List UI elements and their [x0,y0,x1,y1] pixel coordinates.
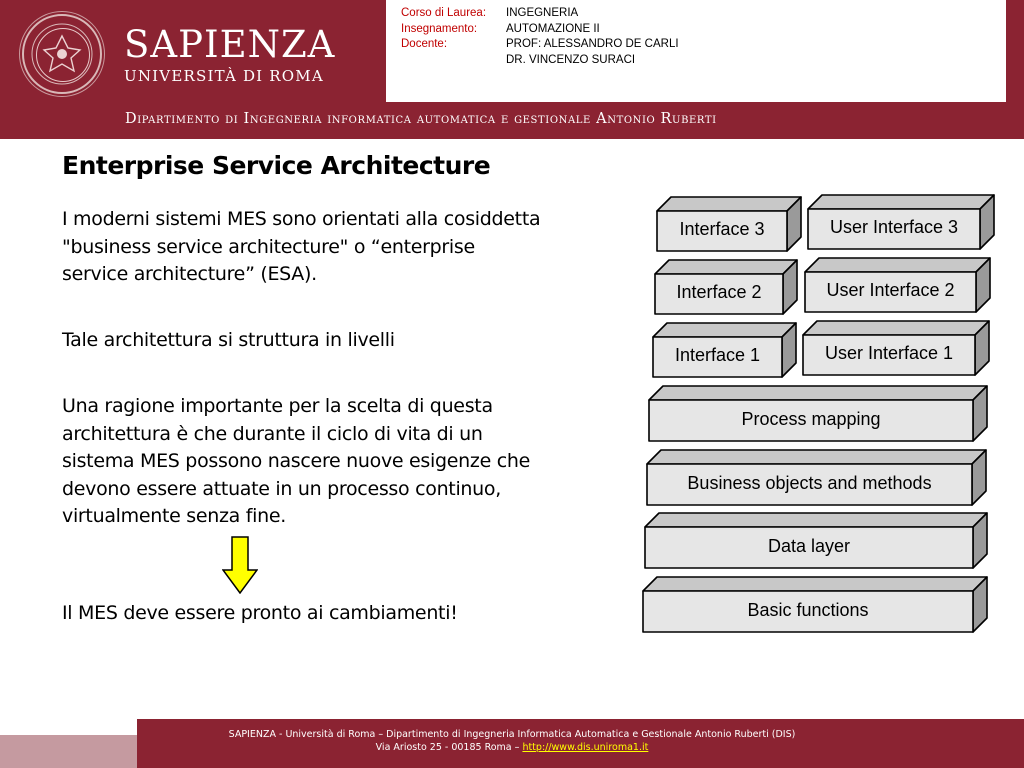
teaching-label: Insegnamento: [401,22,478,35]
footer-address-line-2 [137,742,887,753]
interface-2-label: Interface 2 [676,282,762,302]
data-layer-label: Data layer [767,535,851,556]
brand-name: SAPIENZA [124,23,336,66]
interface-1-label: Interface 1 [674,345,761,365]
slide-title: Enterprise Service Architecture [62,151,491,180]
user-interface-2-label: User Interface 2 [826,280,955,300]
course-label: Corso di Laurea: [401,7,487,19]
department-name: Dipartimento di Ingegneria informatica automatica e gestionale Antonio Ruberti [125,111,717,127]
down-arrow-icon [222,536,258,598]
brand-subtitle: UNIVERSITÀ DI ROMA [124,67,324,85]
teacher-value: PROF: ALESSANDRO DE CARLI [506,38,679,50]
footer-address-line-1: SAPIENZA - Università di Roma – Dipartimento di Ingegneria Informatica Automatica e Gestionale Antonio Ruberti (DIS) [228,729,796,740]
user-interface-3-label: User Interface 3 [829,217,959,237]
footer-website-link[interactable]: http://www.dis.uniroma1.it [522,742,649,753]
basic-functions-label: Basic functions [747,599,869,620]
footer-accent [0,735,137,768]
paragraph-levels: Tale architettura si struttura in livelli [62,329,395,351]
interface-3-label: Interface 3 [679,219,765,239]
paragraph-conclusion: Il MES deve essere pronto ai cambiamenti! [62,602,458,624]
header-right-strip [1006,0,1024,102]
course-value: INGEGNERIA [506,7,579,19]
teacher-value-2: DR. VINCENZO SURACI [506,53,636,66]
process-mapping-label: Process mapping [741,408,881,429]
teacher-label: Docente: [401,38,448,50]
user-interface-1-label: User Interface 1 [824,343,954,363]
university-seal-icon [22,14,102,94]
paragraph-esa-intro: I moderni sistemi MES sono orientati alla cosiddetta "business service architecture" o “enterprise service architecture” (ESA). [62,208,541,285]
course-info-values [506,6,679,68]
footer-address-text: Via Ariosto 25 - 00185 Roma – [375,742,523,753]
course-info-labels [401,6,486,53]
business-objects-label: Business objects and methods [687,472,932,493]
teaching-value: AUTOMAZIONE II [506,22,600,35]
paragraph-reason: Una ragione importante per la scelta di questa architettura è che durante il ciclo di vita di un sistema MES possono nascere nuove esigenze che devono essere attuate in un processo continuo, virtualmente senza fine. [62,395,530,527]
